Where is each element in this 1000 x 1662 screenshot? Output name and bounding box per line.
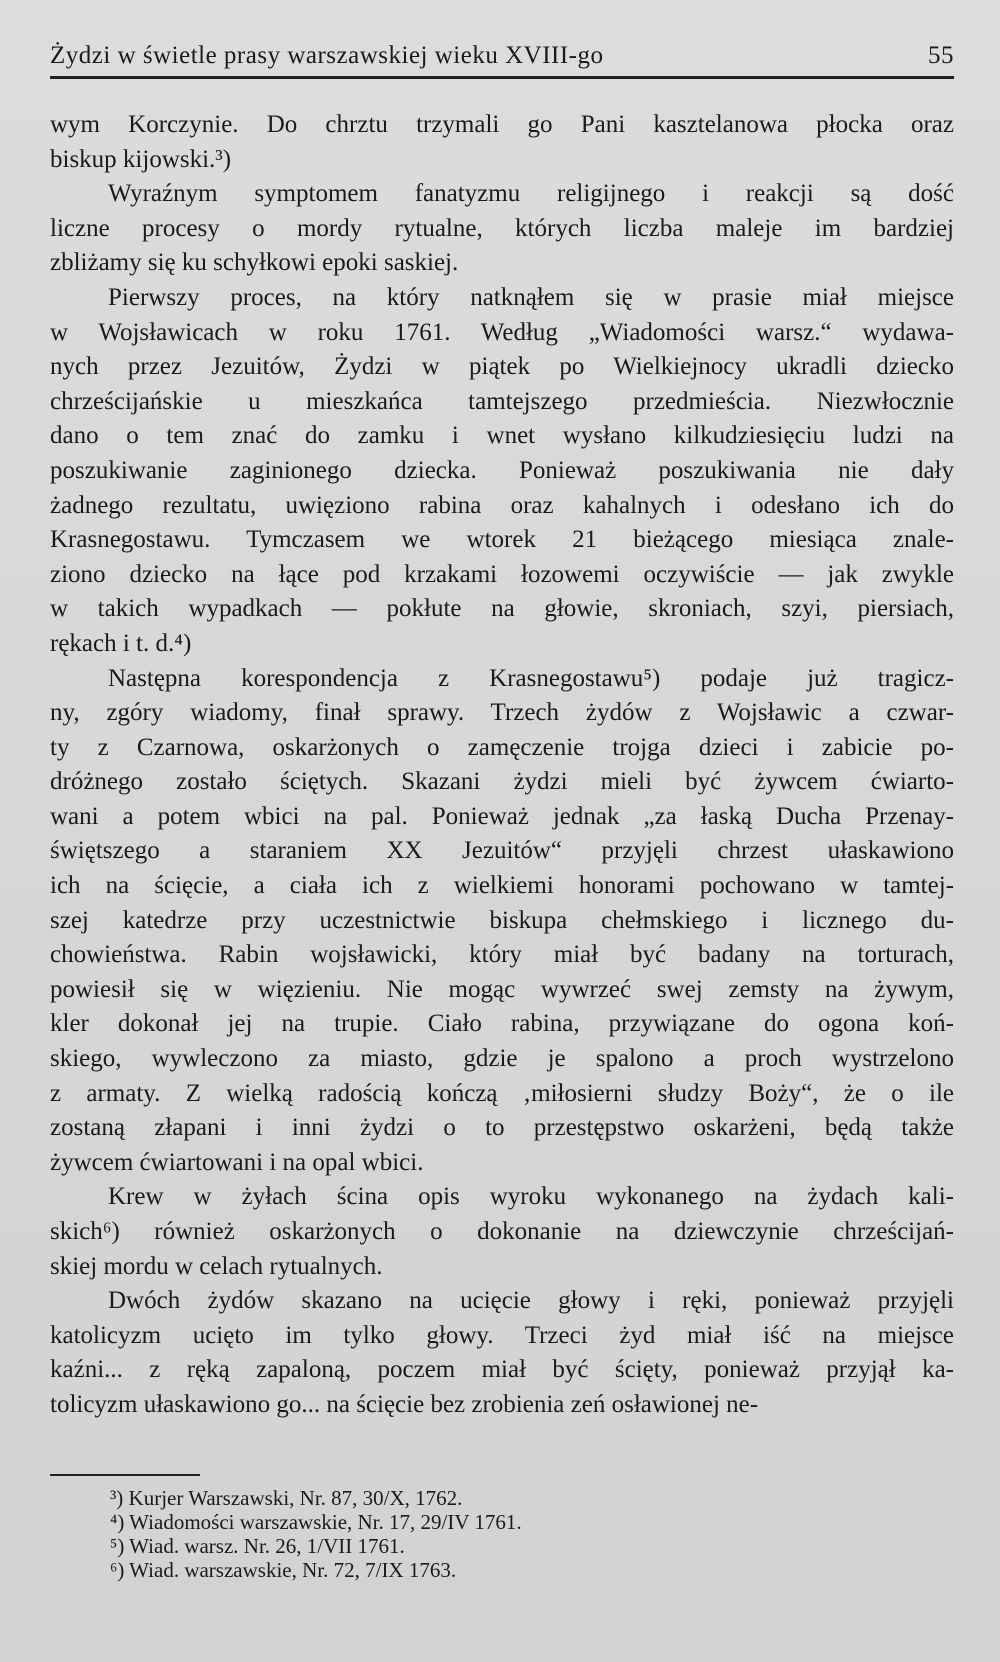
- text-line: zostaną złapani i inni żydzi o to przestępstwo oskarżeni, będą także: [50, 1114, 954, 1142]
- text-line: Krasnegostawu. Tymczasem we wtorek 21 bieżącego miesiąca znale-: [50, 526, 954, 554]
- text-line: ty z Czarnowa, oskarżonych o zamęczenie trojga dzieci i zabicie po-: [50, 733, 954, 761]
- text-line: rękach i t. d.⁴): [50, 629, 192, 657]
- body-text: [50, 108, 954, 1423]
- footnote: ⁶) Wiad. warszawskie, Nr. 72, 7/IX 1763.: [110, 1558, 457, 1582]
- text-line: świętszego a staraniem XX Jezuitów“ przyjęli chrzest ułaskawiono: [50, 837, 954, 865]
- text-line: Krew w żyłach ścina opis wyroku wykonanego na żydach kali-: [108, 1183, 954, 1211]
- text-line: liczne procesy o mordy rytualne, których liczba maleje im bardziej: [50, 214, 954, 242]
- running-head-title: Żydzi w świetle prasy warszawskiej wieku XVIII-go: [50, 42, 604, 69]
- page-number: 55: [928, 42, 954, 69]
- footnotes: [110, 1486, 810, 1582]
- paragraph: [50, 281, 954, 662]
- text-line: skich⁶) również oskarżonych o dokonanie na dziewczynie chrześcijań-: [50, 1218, 954, 1245]
- header-rule: [50, 76, 954, 79]
- text-line: Następna korespondencja z Krasnegostawu⁵) podaje już tragicz-: [108, 664, 954, 692]
- text-line: dróżnego zostało ściętych. Skazani żydzi mieli być żywcem ćwiarto-: [50, 768, 954, 796]
- text-line: kler dokonał jej na trupie. Ciało rabina, przywiązane do ogona koń-: [50, 1010, 954, 1038]
- text-line: dano o tem znać do zamku i wnet wysłano kilkudziesięciu ludzi na: [50, 422, 954, 450]
- text-line: ziono dziecko na łące pod krzakami łozowemi oczywiście — jak zwykle: [50, 560, 954, 588]
- text-line: biskup kijowski.³): [50, 145, 232, 173]
- text-line: Dwóch żydów skazano na ucięcie głowy i ręki, ponieważ przyjęli: [108, 1287, 954, 1315]
- text-line: katolicyzm ucięto im tylko głowy. Trzeci żyd miał iść na miejsce: [50, 1321, 954, 1349]
- text-line: skiego, wywleczono za miasto, gdzie je spalono a proch wystrzelono: [50, 1045, 954, 1073]
- text-line: wani a potem wbici na pal. Ponieważ jednak „za łaską Ducha Przenay-: [50, 802, 954, 830]
- text-line: ich na ścięcie, a ciała ich z wielkiemi honorami pochowano w tamtej-: [50, 872, 954, 900]
- footnote: ⁵) Wiad. warsz. Nr. 26, 1/VII 1761.: [110, 1534, 405, 1558]
- paragraph: [50, 177, 954, 281]
- text-line: wym Korczynie. Do chrztu trzymali go Pani kasztelanowa płocka oraz: [50, 111, 954, 138]
- text-line: żywcem ćwiartowani i na opal wbici.: [50, 1148, 424, 1176]
- text-line: w Wojsławicach w roku 1761. Według „Wiadomości warsz.“ wydawa-: [50, 318, 954, 346]
- paragraph: [50, 1180, 954, 1284]
- paragraph: [50, 1284, 954, 1422]
- text-line: kaźni... z ręką zapaloną, poczem miał być ścięty, ponieważ przyjął ka-: [50, 1356, 954, 1384]
- text-line: chowieństwa. Rabin wojsławicki, który miał być badany na torturach,: [50, 941, 954, 969]
- text-line: zbliżamy się ku schyłkowi epoki saskiej.: [50, 249, 459, 277]
- footnote-rule: [50, 1474, 200, 1476]
- paragraph: [50, 662, 954, 1181]
- text-line: tolicyzm ułaskawiono go... na ścięcie bez zrobienia zeń osławionej ne-: [50, 1390, 759, 1418]
- text-line: w takich wypadkach — pokłute na głowie, skroniach, szyi, piersiach,: [50, 595, 954, 623]
- text-line: Wyraźnym symptomem fanatyzmu religijnego i reakcji są dość: [108, 180, 954, 208]
- text-line: żadnego rezultatu, uwięziono rabina oraz kahalnych i odesłano ich do: [50, 491, 954, 519]
- text-line: chrześcijańskie u mieszkańca tamtejszego przedmieścia. Niezwłocznie: [50, 387, 954, 415]
- text-line: szej katedrze przy uczestnictwie biskupa chełmskiego i licznego du-: [50, 906, 954, 934]
- footnote: ⁴) Wiadomości warszawskie, Nr. 17, 29/IV 1761.: [110, 1510, 522, 1534]
- paragraph: [50, 108, 954, 177]
- text-line: ny, zgóry wiadomy, finał sprawy. Trzech żydów z Wojsławic a czwar-: [50, 699, 954, 727]
- text-line: Pierwszy proces, na który natknąłem się w prasie miał miejsce: [108, 283, 954, 311]
- text-line: poszukiwanie zaginionego dziecka. Ponieważ poszukiwania nie dały: [50, 456, 954, 484]
- text-line: nych przez Jezuitów, Żydzi w piątek po Wielkiejnocy ukradli dziecko: [50, 353, 954, 381]
- text-line: powiesił się w więzieniu. Nie mogąc wywrzeć swej zemsty na żywym,: [50, 975, 954, 1003]
- text-line: z armaty. Z wielką radością kończą ‚miłosierni słudzy Boży“, że o ile: [50, 1079, 954, 1107]
- running-head: [50, 38, 954, 78]
- text-line: skiej mordu w celach rytualnych.: [50, 1252, 383, 1280]
- footnote: ³) Kurjer Warszawski, Nr. 87, 30/X, 1762.: [110, 1486, 463, 1510]
